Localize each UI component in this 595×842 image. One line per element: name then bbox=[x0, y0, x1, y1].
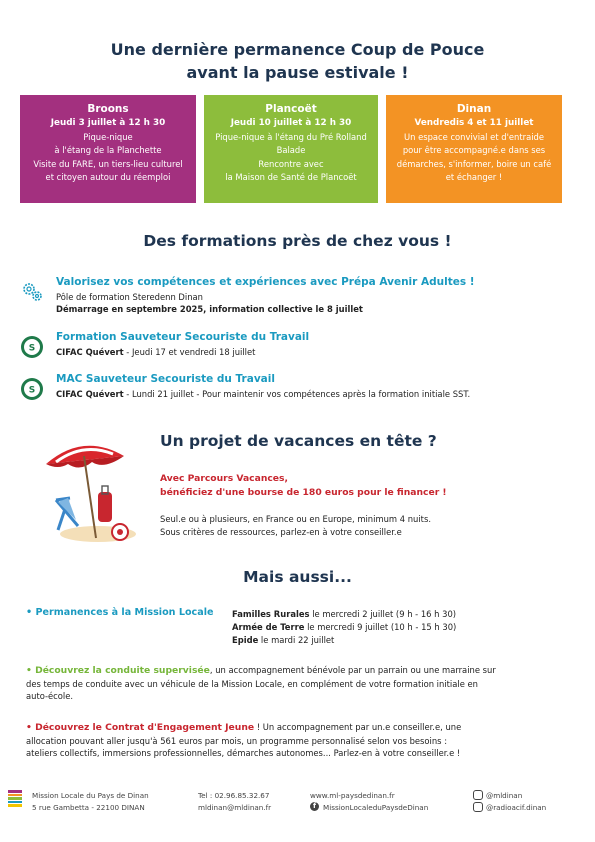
page-title bbox=[0, 38, 595, 84]
mission-locale-logo bbox=[8, 790, 22, 806]
footer-email[interactable]: mldinan@mldinan.fr bbox=[198, 803, 272, 812]
perm-partner: Familles Rurales bbox=[232, 609, 310, 619]
perm-date: le mercredi 9 juillet (10 h - 15 h 30) bbox=[304, 622, 457, 632]
box-date: Vendredis 4 et 11 juillet bbox=[414, 118, 534, 128]
formation-line-text: Démarrage en septembre 2025, information collective le 8 juillet bbox=[56, 304, 363, 314]
sst-badge-icon bbox=[20, 335, 44, 359]
conduite-text: auto-école. bbox=[26, 691, 74, 701]
perm-partner: Armée de Terre bbox=[232, 622, 305, 632]
instagram-icon bbox=[473, 802, 483, 812]
footer-instagram[interactable]: @mldinan bbox=[486, 791, 523, 800]
svg-text:S: S bbox=[28, 385, 36, 396]
formation-title: MAC Sauveteur Secouriste du Travail bbox=[56, 373, 275, 385]
box-line: à l'étang de la Planchette bbox=[54, 145, 162, 155]
permanence-box-plancoet bbox=[204, 95, 378, 203]
box-line: Visite du FARE, un tiers-lieu culturel bbox=[33, 158, 183, 169]
box-line: et citoyen autour du réemploi bbox=[45, 172, 171, 182]
cej-paragraph bbox=[26, 721, 571, 760]
footer-web[interactable]: www.ml-paysdedinan.fr bbox=[310, 791, 395, 800]
formation-line: Pôle de formation Steredenn Dinan bbox=[56, 292, 203, 302]
box-line: Balade bbox=[276, 145, 306, 155]
formation-title: Valorisez vos compétences et expériences avec Prépa Avenir Adultes ! bbox=[56, 276, 475, 288]
perm-date: le mardi 22 juillet bbox=[258, 635, 335, 645]
cej-text: ! Un accompagnement par un.e conseiller.e, une bbox=[254, 722, 462, 732]
vacances-title: Un projet de vacances en tête ? bbox=[160, 432, 437, 450]
formation-line bbox=[56, 304, 363, 314]
perm-row bbox=[232, 635, 334, 645]
perm-date: le mercredi 2 juillet (9 h - 16 h 30) bbox=[309, 609, 457, 619]
formation-dates: - Jeudi 17 et vendredi 18 juillet bbox=[123, 347, 256, 357]
formation-item-mac-sst bbox=[20, 373, 580, 407]
conduite-label: • Découvrez la conduite supervisée bbox=[26, 665, 210, 676]
box-line: et échanger ! bbox=[445, 172, 503, 182]
title-line-1: Une dernière permanence Coup de Pouce bbox=[110, 40, 485, 59]
aussi-title: Mais aussi... bbox=[243, 568, 352, 586]
permanence-box-broons bbox=[20, 95, 196, 203]
footer-tel: Tel : 02.96.85.32.67 bbox=[198, 791, 270, 800]
conduite-text: des temps de conduite avec un véhicule de la Mission Locale, en complément de votre formation initiale en bbox=[26, 678, 478, 689]
box-line: Un espace convivial et d'entraide bbox=[403, 131, 545, 142]
formation-item-sst bbox=[20, 331, 580, 365]
perm-row bbox=[232, 609, 456, 619]
formation-place: CIFAC Quévert bbox=[56, 389, 124, 399]
box-line: Pique-nique bbox=[83, 131, 133, 142]
permanences-mission-locale-label: • Permanences à la Mission Locale bbox=[26, 607, 214, 618]
vacances-line-1: Avec Parcours Vacances, bbox=[160, 473, 288, 484]
box-line: la Maison de Santé de Plancoët bbox=[225, 172, 357, 182]
box-date: Jeudi 3 juillet à 12 h 30 bbox=[50, 118, 166, 128]
perm-row bbox=[232, 622, 456, 632]
formation-line bbox=[56, 389, 470, 399]
box-city: Plancoët bbox=[265, 103, 317, 115]
box-line: Rencontre avec bbox=[258, 158, 324, 169]
footer-org: Mission Locale du Pays de Dinan bbox=[32, 791, 149, 800]
box-line: Pique-nique à l'étang du Pré Rolland bbox=[215, 131, 367, 142]
box-line: pour être accompagné.e dans ses bbox=[402, 145, 546, 155]
box-date: Jeudi 10 juillet à 12 h 30 bbox=[230, 118, 352, 128]
cej-text: ateliers collectifs, immersions professionnelles, démarches autonomes... Parlez-en à votre conseiller.e ! bbox=[26, 748, 461, 758]
beach-umbrella-chair-illustration bbox=[38, 434, 138, 546]
formation-line bbox=[56, 347, 255, 357]
vacances-line-4: Sous critères de ressources, parlez-en à votre conseiller.e bbox=[160, 527, 402, 537]
gears-icon bbox=[20, 280, 44, 304]
cej-label: • Découvrez le Contrat d'Engagement Jeune bbox=[26, 722, 255, 733]
formation-item-prepa bbox=[20, 276, 580, 320]
box-line: démarches, s'informer, boire un café bbox=[396, 158, 552, 169]
box-city: Broons bbox=[87, 103, 129, 115]
formation-title: Formation Sauveteur Secouriste du Travail bbox=[56, 331, 310, 343]
formation-dates: - Lundi 21 juillet - Pour maintenir vos compétences après la formation initiale SST. bbox=[123, 389, 471, 399]
vacances-line-3: Seul.e ou à plusieurs, en France ou en Europe, minimum 4 nuits. bbox=[160, 514, 431, 524]
formations-title: Des formations près de chez vous ! bbox=[143, 232, 452, 250]
footer-address: 5 rue Gambetta - 22100 DINAN bbox=[32, 803, 145, 812]
box-city: Dinan bbox=[456, 103, 492, 115]
conduite-text: , un accompagnement bénévole par un parrain ou une marraine sur bbox=[209, 665, 496, 675]
formation-place: CIFAC Quévert bbox=[56, 347, 124, 357]
permanence-box-dinan bbox=[386, 95, 562, 203]
footer-facebook[interactable]: MissionLocaleduPaysdeDinan bbox=[323, 803, 429, 812]
instagram-icon bbox=[473, 790, 483, 800]
conduite-paragraph bbox=[26, 664, 571, 703]
footer-radio[interactable]: @radioacif.dinan bbox=[486, 803, 547, 812]
sst-badge-icon bbox=[20, 377, 44, 401]
facebook-icon: f bbox=[310, 802, 319, 811]
svg-text:S: S bbox=[28, 343, 36, 354]
perm-partner: Epide bbox=[232, 635, 259, 645]
cej-text: allocation pouvant aller jusqu'à 561 euros par mois, un programme personnalisé selon vos besoins : bbox=[26, 735, 448, 746]
title-line-2: avant la pause estivale ! bbox=[186, 63, 409, 82]
vacances-line-2: bénéficiez d'une bourse de 180 euros pour le financer ! bbox=[160, 487, 447, 498]
